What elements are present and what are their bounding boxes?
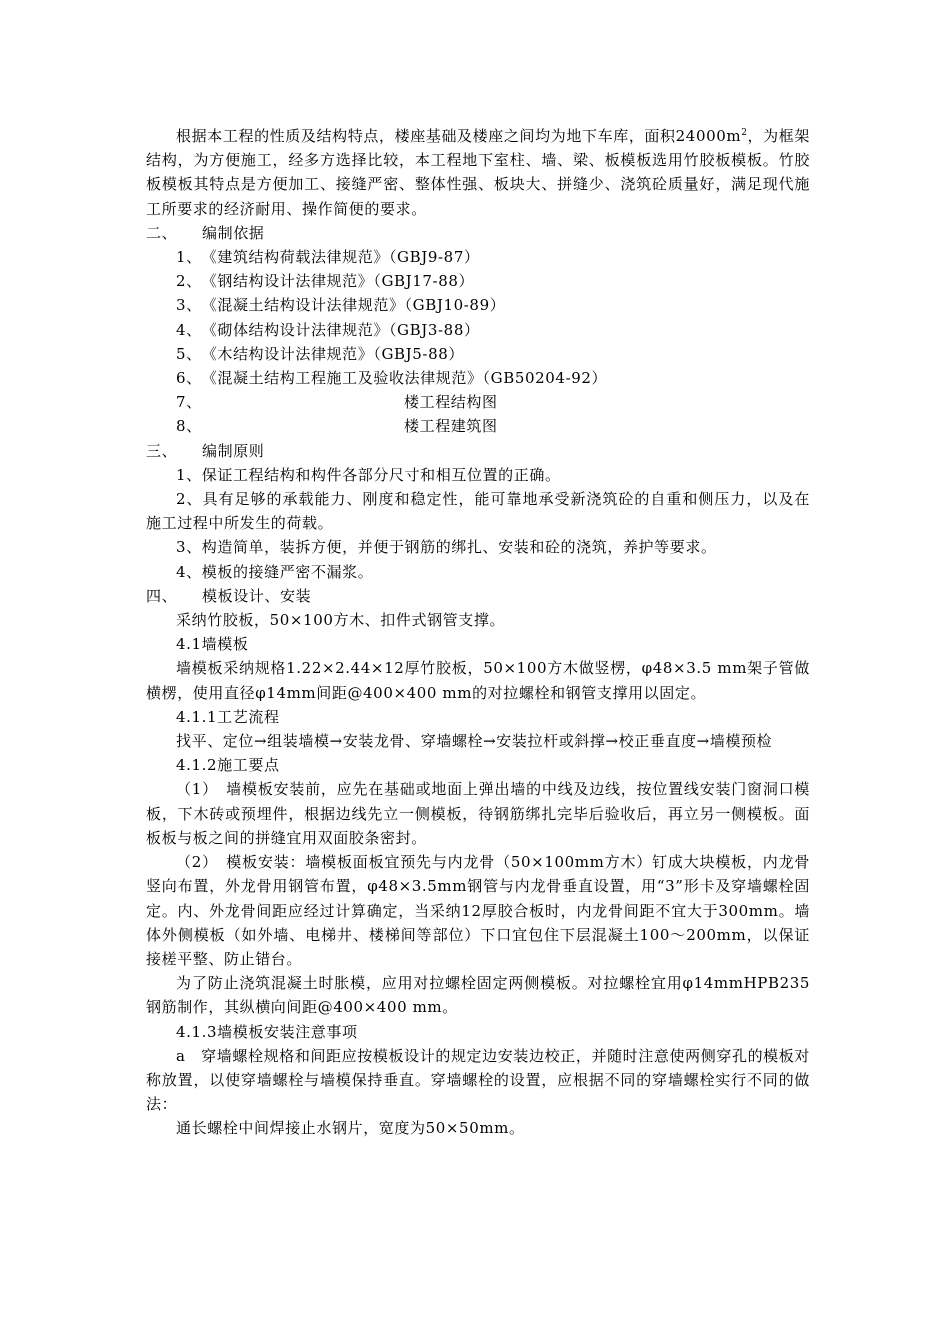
principle-item: 1、保证工程结构和构件各部分尺寸和相互位置的正确。 — [176, 465, 561, 484]
item-number: 1、 — [176, 248, 202, 267]
section-title: 编制依据 — [202, 223, 265, 242]
item-number: 6、 — [176, 369, 202, 388]
item-number: 2、 — [176, 272, 202, 291]
section-2-heading — [146, 221, 810, 245]
reference-item — [146, 366, 810, 390]
item-text: 《砌体结构设计法律规范》（GBJ3-88） — [201, 320, 480, 339]
document-body — [146, 124, 810, 1141]
subsection-4-1-text: 墙模板采纳规格1.22×2.44×12厚竹胶板，50×100方木做竖楞，φ48×3.5 mm架子管做横楞，使用直径φ14mm间距@400×400 mm的对拉螺栓和钢管支撑用以固定。 — [146, 659, 810, 702]
principle-item: 4、模板的接缝严密不漏浆。 — [176, 562, 374, 581]
reference-item — [146, 245, 810, 269]
item-number: 8、 — [176, 417, 202, 436]
reference-item — [146, 318, 810, 342]
item-text: 《混凝土结构设计法律规范》（GBJ10-89） — [201, 296, 506, 315]
section-number: 二、 — [146, 223, 178, 242]
section-3-heading — [146, 439, 810, 463]
intro-text: 根据本工程的性质及结构特点，楼座基础及楼座之间均为地下车库，面积24000m — [176, 127, 742, 145]
section-number: 四、 — [146, 586, 178, 605]
intro-text-end: ，为框架结构，为方便施工，经多方选择比较，本工程地下室柱、墙、梁、板模板选用竹胶板模板。竹胶板模板其特点是方便加工、接缝严密、整体性强、板块大、拼缝少、浇筑砼质量好，满足现代施工所要求的经济耐用、操作简便的要求。 — [146, 127, 810, 218]
item-number: 4、 — [176, 320, 202, 339]
reference-item — [146, 342, 810, 366]
notice-item-a: a 穿墙螺栓规格和间距应按模板设计的规定边安装边校正，并随时注意使两侧穿孔的模板对称放置，以使穿墙螺栓与墙模保持垂直。穿墙螺栓的设置，应根据不同的穿墙螺栓实行不同的做法： — [146, 1046, 810, 1114]
item-text: 《建筑结构荷载法律规范》（GBJ9-87） — [201, 248, 480, 267]
construction-point-2: （2） 模板安装：墙模板面板宜预先与内龙骨（50×100mm方木）钉成大块模板，内龙骨竖向布置，外龙骨用钢管布置，φ48×3.5mm钢管与内龙骨垂直设置，用“3”形卡及穿墙螺栓固定。内、外龙骨间距应经过计算确定，当采纳12厚胶合板时，内龙骨间距不宜大于300mm。墙体外侧模板（如外墙、电梯井、楼梯间等部位）下口宜包住下层混凝土100～200mm，以保证接槎平整、防止错台。 — [146, 853, 810, 968]
section-4-intro: 采纳竹胶板，50×100方木、扣件式钢管支撑。 — [176, 611, 506, 630]
section-number: 三、 — [146, 441, 178, 460]
section-4-heading — [146, 584, 810, 608]
area-unit-superscript: 2 — [741, 128, 748, 138]
reference-item — [146, 293, 810, 317]
intro-paragraph — [146, 124, 810, 221]
item-text: 《钢结构设计法律规范》（GBJ17-88） — [201, 272, 475, 291]
reference-item — [146, 269, 810, 293]
item-text: 《混凝土结构工程施工及验收法律规范》（GB50204-92） — [201, 369, 608, 388]
section-title: 模板设计、安装 — [202, 586, 312, 605]
reference-item — [146, 414, 810, 438]
subsection-4-1-title: 4.1墙模板 — [176, 635, 249, 654]
item-text: 楼工程建筑图 — [404, 417, 498, 436]
item-text: 楼工程结构图 — [404, 393, 498, 412]
subsection-4-1-2-title: 4.1.2施工要点 — [176, 756, 280, 775]
subsection-4-1-1-title: 4.1.1工艺流程 — [176, 707, 280, 726]
section-title: 编制原则 — [202, 441, 265, 460]
item-number: 7、 — [176, 393, 202, 412]
item-text: 《木结构设计法律规范》（GBJ5-88） — [201, 344, 464, 363]
construction-point-1: （1） 墙模板安装前，应先在基础或地面上弹出墙的中线及边线，按位置线安装门窗洞口模板，下木砖或预埋件，根据边线先立一侧模板，待钢筋绑扎完毕后验收后，再立另一侧模板。面板板与板之间的拼缝宜用双面胶条密封。 — [146, 780, 810, 847]
notice-item-b: 通长螺栓中间焊接止水钢片，宽度为50×50mm。 — [176, 1119, 525, 1138]
item-number: 3、 — [176, 296, 202, 315]
principle-item: 2、具有足够的承载能力、刚度和稳定性，能可靠地承受新浇筑砼的自重和侧压力，以及在施工过程中所发生的荷载。 — [146, 490, 810, 533]
subsection-4-1-3-title: 4.1.3墙模板安装注意事项 — [176, 1022, 358, 1041]
reference-item — [146, 390, 810, 414]
subsection-4-1-1-text: 找平、定位→组装墙模→安装龙骨、穿墙螺栓→安装拉杆或斜撑→校正垂直度→墙模预检 — [176, 732, 773, 751]
principle-item: 3、构造简单，装拆方便，并便于钢筋的绑扎、安装和砼的浇筑，养护等要求。 — [176, 538, 717, 557]
item-number: 5、 — [176, 344, 202, 363]
construction-point-3: 为了防止浇筑混凝土时胀模，应用对拉螺栓固定两侧模板。对拉螺栓宜用φ14mmHPB235钢筋制作，其纵横向间距@400×400 mm。 — [146, 974, 810, 1017]
